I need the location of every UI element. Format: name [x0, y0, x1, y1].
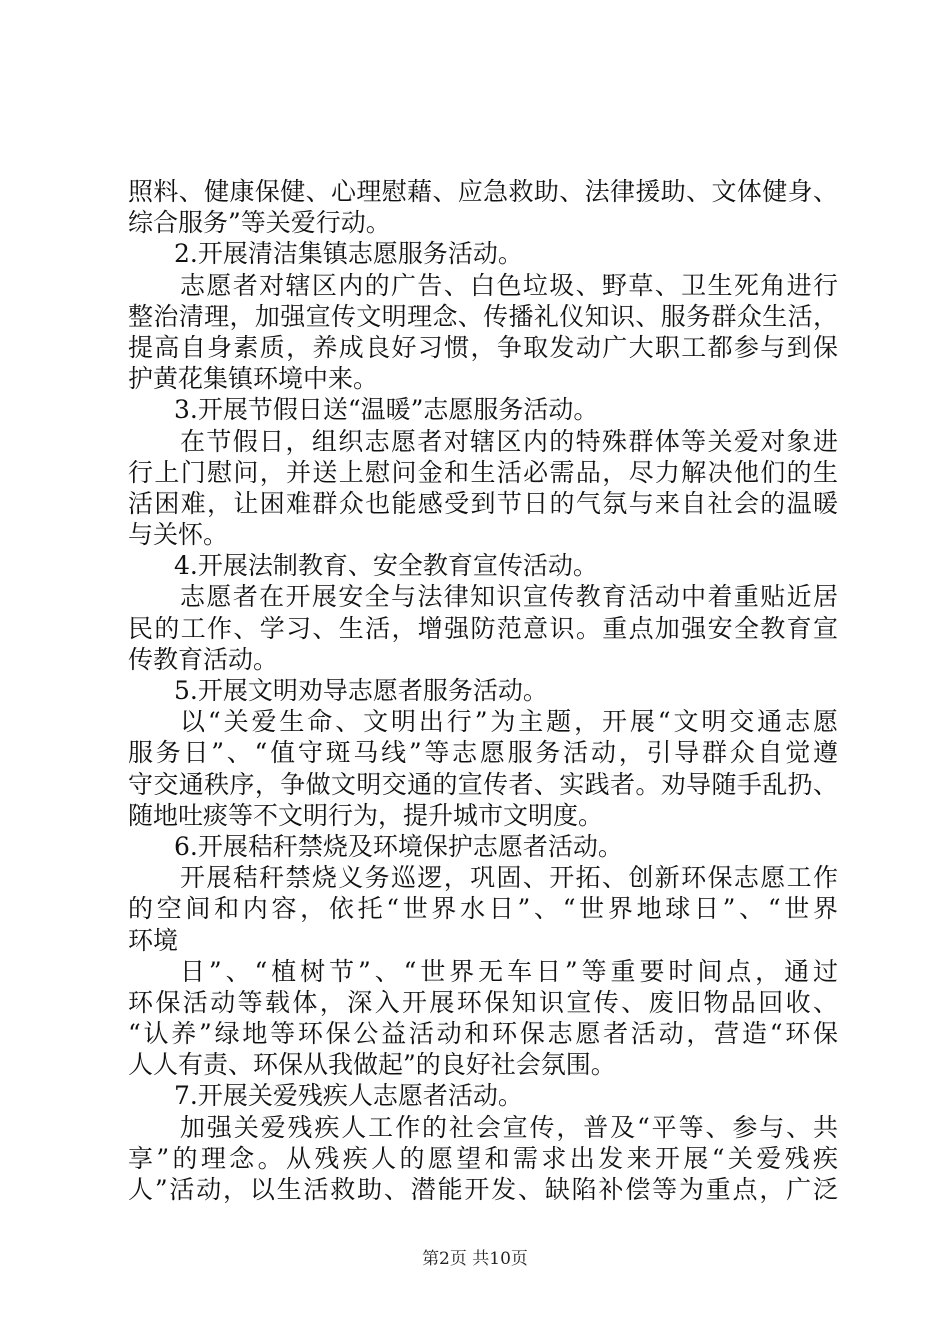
paragraph-line: 志愿者在开展安全与法律知识宣传教育活动中着重贴近居: [180, 582, 838, 612]
paragraph-line: 的空间和内容，依托“世界水日”、“世界地球日”、“世界: [128, 894, 838, 924]
paragraph-line: 以“关爱生命、文明出行”为主题，开展“文明交通志愿: [180, 707, 838, 737]
section-heading: 3.开展节假日送“温暖”志愿服务活动。: [174, 395, 599, 425]
paragraph-line: 整治清理，加强宣传文明理念、传播礼仪知识、服务群众生活，: [128, 301, 838, 331]
paragraph-line: 守交通秩序，争做文明交通的宣传者、实践者。劝导随手乱扔、: [128, 769, 838, 799]
paragraph-line: 随地吐痰等不文明行为，提升城市文明度。: [128, 800, 604, 830]
paragraph-line: 在节假日，组织志愿者对辖区内的特殊群体等关爱对象进: [180, 426, 838, 456]
section-heading: 5.开展文明劝导志愿者服务活动。: [174, 676, 548, 705]
paragraph-line: 行上门慰问，并送上慰问金和生活必需品，尽力解决他们的生: [128, 457, 838, 487]
paragraph-line: 民的工作、学习、生活，增强防范意识。重点加强安全教育宣: [128, 613, 838, 643]
paragraph-line: 开展秸秆禁烧义务巡逻，巩固、开拓、创新环保志愿工作: [180, 863, 838, 893]
section-heading: 6.开展秸秆禁烧及环境保护志愿者活动。: [174, 831, 623, 861]
paragraph-line: 与关怀。: [128, 520, 229, 550]
paragraph-line: 活困难，让困难群众也能感受到节日的气氛与来自社会的温暖: [128, 488, 838, 518]
paragraph-line: 护黄花集镇环境中来。: [128, 364, 379, 394]
paragraph-line: 人人有责、环保从我做起”的良好社会氛围。: [128, 1050, 616, 1080]
paragraph-line: 日”、“植树节”、“世界无车日”等重要时间点，通过: [180, 956, 838, 986]
paragraph-line: 传教育活动。: [128, 644, 279, 674]
document-body: [128, 176, 838, 1205]
paragraph-line: 环保活动等载体，深入开展环保知识宣传、废旧物品回收、: [128, 987, 838, 1017]
paragraph-line: 加强关爱残疾人工作的社会宣传，普及“平等、参与、共: [180, 1112, 838, 1142]
paragraph-line: 志愿者对辖区内的广告、白色垃圾、野草、卫生死角进行: [180, 270, 838, 300]
paragraph-line: 照料、健康保健、心理慰藉、应急救助、法律援助、文体健身、: [128, 177, 838, 206]
section-heading: 2.开展清洁集镇志愿服务活动。: [174, 239, 523, 269]
paragraph-line: 环境: [128, 925, 179, 955]
paragraph-line: 享”的理念。从残疾人的愿望和需求出发来开展“关爱残疾: [128, 1143, 838, 1173]
paragraph-line: 提高自身素质，养成良好习惯，争取发动广大职工都参与到保: [128, 332, 838, 362]
page-footer: 第2页 共10页: [422, 1249, 528, 1269]
paragraph-line: 人”活动，以生活救助、潜能开发、缺陷补偿等为重点，广泛: [128, 1175, 838, 1204]
section-heading: 7.开展关爱残疾人志愿者活动。: [174, 1081, 523, 1111]
paragraph-line: 综合服务”等关爱行动。: [128, 208, 391, 238]
paragraph-line: “认养”绿地等环保公益活动和环保志愿者活动，营造“环保: [128, 1019, 838, 1049]
paragraph-line: 服务日”、“值守斑马线”等志愿服务活动，引导群众自觉遵: [128, 738, 838, 768]
section-heading: 4.开展法制教育、安全教育宣传活动。: [174, 551, 598, 581]
